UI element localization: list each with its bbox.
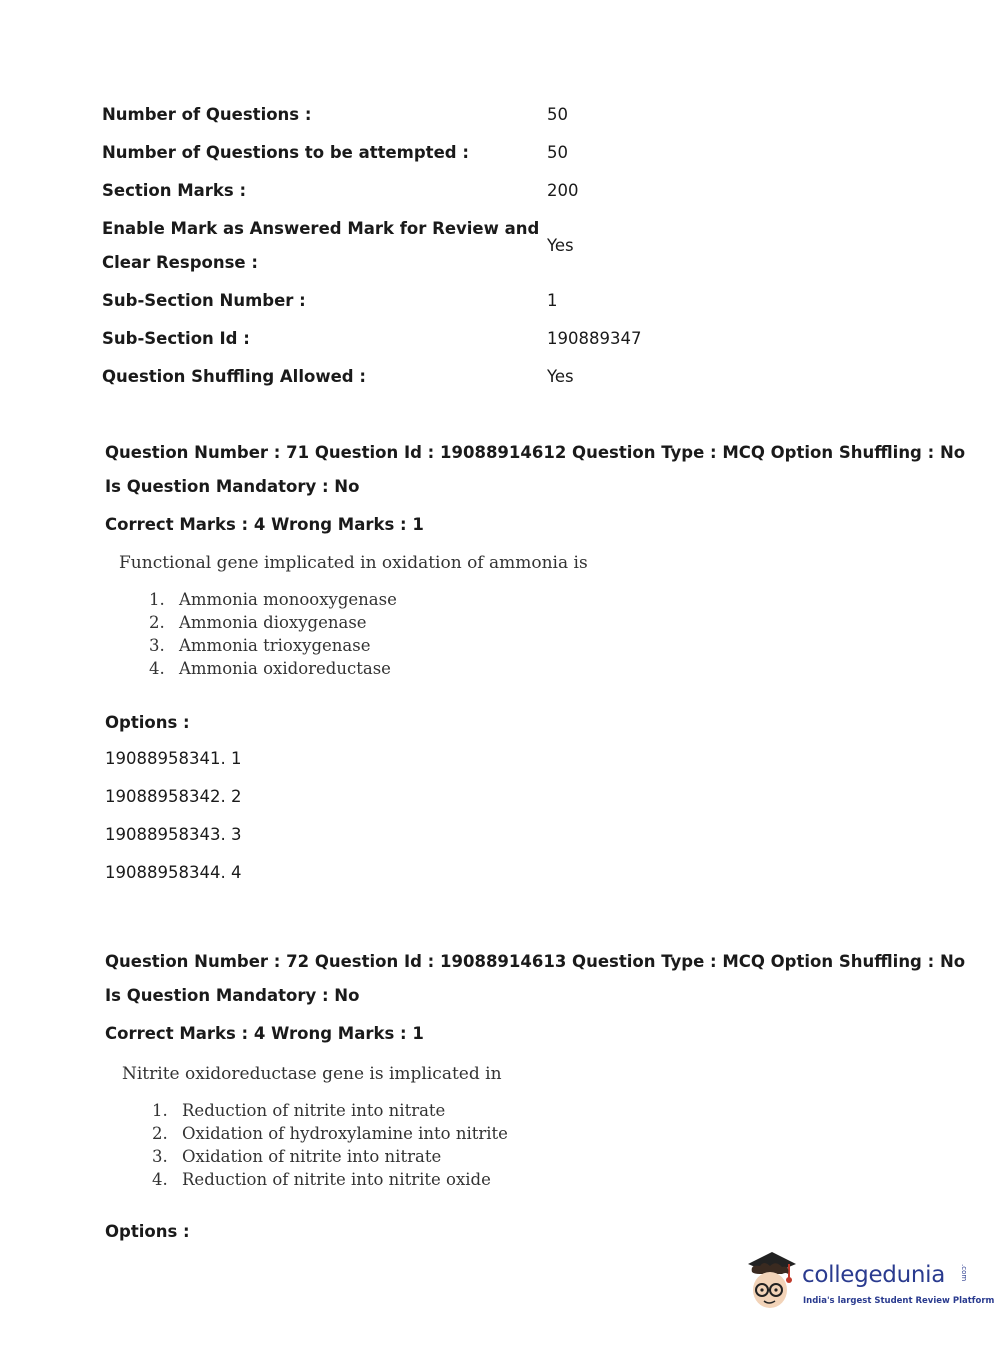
collegedunia-logo bbox=[742, 1250, 995, 1320]
choice-item bbox=[152, 1168, 925, 1191]
question-header: Question Number : 71 Question Id : 19088914612 Question Type : MCQ Option Shuffling : No bbox=[105, 443, 966, 462]
question-block-71 bbox=[105, 436, 966, 892]
choice-text: Oxidation of nitrite into nitrate bbox=[182, 1147, 442, 1166]
choice-item bbox=[149, 611, 925, 634]
choice-item bbox=[149, 634, 925, 657]
choice-item bbox=[152, 1099, 925, 1122]
choice-text: Ammonia monooxygenase bbox=[179, 590, 397, 609]
logo-wordmark: collegedunia bbox=[802, 1262, 946, 1288]
question-choices bbox=[149, 588, 925, 680]
choice-text: Reduction of nitrite into nitrate bbox=[182, 1101, 446, 1120]
choice-number: 2. bbox=[152, 1124, 168, 1143]
choice-number: 1. bbox=[149, 590, 165, 609]
info-row-enable-mark bbox=[102, 210, 802, 282]
choice-text: Reduction of nitrite into nitrite oxide bbox=[182, 1170, 491, 1189]
question-mandatory: Is Question Mandatory : No bbox=[105, 477, 360, 496]
info-value: 200 bbox=[547, 181, 579, 200]
info-value: 50 bbox=[547, 143, 568, 162]
info-label-line: Clear Response : bbox=[102, 253, 258, 272]
choice-item bbox=[149, 588, 925, 611]
info-value: 50 bbox=[547, 105, 568, 124]
info-value: Yes bbox=[547, 236, 574, 255]
info-label: Number of Questions : bbox=[102, 105, 312, 124]
choice-text: Oxidation of hydroxylamine into nitrite bbox=[182, 1124, 508, 1143]
info-value: 190889347 bbox=[547, 329, 642, 348]
question-marks: Correct Marks : 4 Wrong Marks : 1 bbox=[105, 515, 424, 534]
choice-number: 1. bbox=[152, 1101, 168, 1120]
mascot-icon bbox=[742, 1250, 802, 1314]
logo-dotcom: .com bbox=[960, 1264, 968, 1282]
info-row-question-shuffling bbox=[102, 358, 802, 396]
option-row: 19088958341. 1 bbox=[105, 749, 242, 768]
info-label-line: Enable Mark as Answered Mark for Review and bbox=[102, 219, 540, 238]
info-label: Question Shuffling Allowed : bbox=[102, 367, 366, 386]
info-row-section-marks bbox=[102, 172, 802, 210]
choice-number: 3. bbox=[149, 636, 165, 655]
info-label: Sub-Section Number : bbox=[102, 291, 306, 310]
logo-tagline: India's largest Student Review Platform bbox=[803, 1296, 995, 1306]
choice-number: 2. bbox=[149, 613, 165, 632]
info-row-subsection-number bbox=[102, 282, 802, 320]
question-text: Nitrite oxidoreductase gene is implicated in bbox=[122, 1064, 502, 1084]
info-label: Section Marks : bbox=[102, 181, 247, 200]
question-marks: Correct Marks : 4 Wrong Marks : 1 bbox=[105, 1024, 424, 1043]
choice-text: Ammonia trioxygenase bbox=[179, 636, 371, 655]
info-row-num-questions bbox=[102, 96, 802, 134]
question-text: Functional gene implicated in oxidation of ammonia is bbox=[119, 553, 588, 573]
question-choices bbox=[152, 1099, 925, 1191]
info-row-questions-attempted bbox=[102, 134, 802, 172]
info-value: Yes bbox=[547, 367, 574, 386]
question-block-72 bbox=[105, 945, 966, 1249]
option-row: 19088958342. 2 bbox=[105, 787, 242, 806]
choice-text: Ammonia dioxygenase bbox=[179, 613, 367, 632]
choice-item bbox=[152, 1145, 925, 1168]
info-label: Number of Questions to be attempted : bbox=[102, 143, 469, 162]
choice-number: 3. bbox=[152, 1147, 168, 1166]
option-row: 19088958343. 3 bbox=[105, 825, 242, 844]
info-label bbox=[102, 212, 547, 280]
section-info-table bbox=[102, 96, 802, 396]
choice-text: Ammonia oxidoreductase bbox=[179, 659, 391, 678]
info-label: Sub-Section Id : bbox=[102, 329, 250, 348]
choice-number: 4. bbox=[149, 659, 165, 678]
question-mandatory: Is Question Mandatory : No bbox=[105, 986, 360, 1005]
choice-item bbox=[149, 657, 925, 680]
options-label: Options : bbox=[105, 1222, 190, 1241]
info-value: 1 bbox=[547, 291, 558, 310]
option-row: 19088958344. 4 bbox=[105, 863, 242, 882]
options-label: Options : bbox=[105, 713, 190, 732]
choice-item bbox=[152, 1122, 925, 1145]
info-row-subsection-id bbox=[102, 320, 802, 358]
choice-number: 4. bbox=[152, 1170, 168, 1189]
question-header: Question Number : 72 Question Id : 19088914613 Question Type : MCQ Option Shuffling : No bbox=[105, 952, 966, 971]
